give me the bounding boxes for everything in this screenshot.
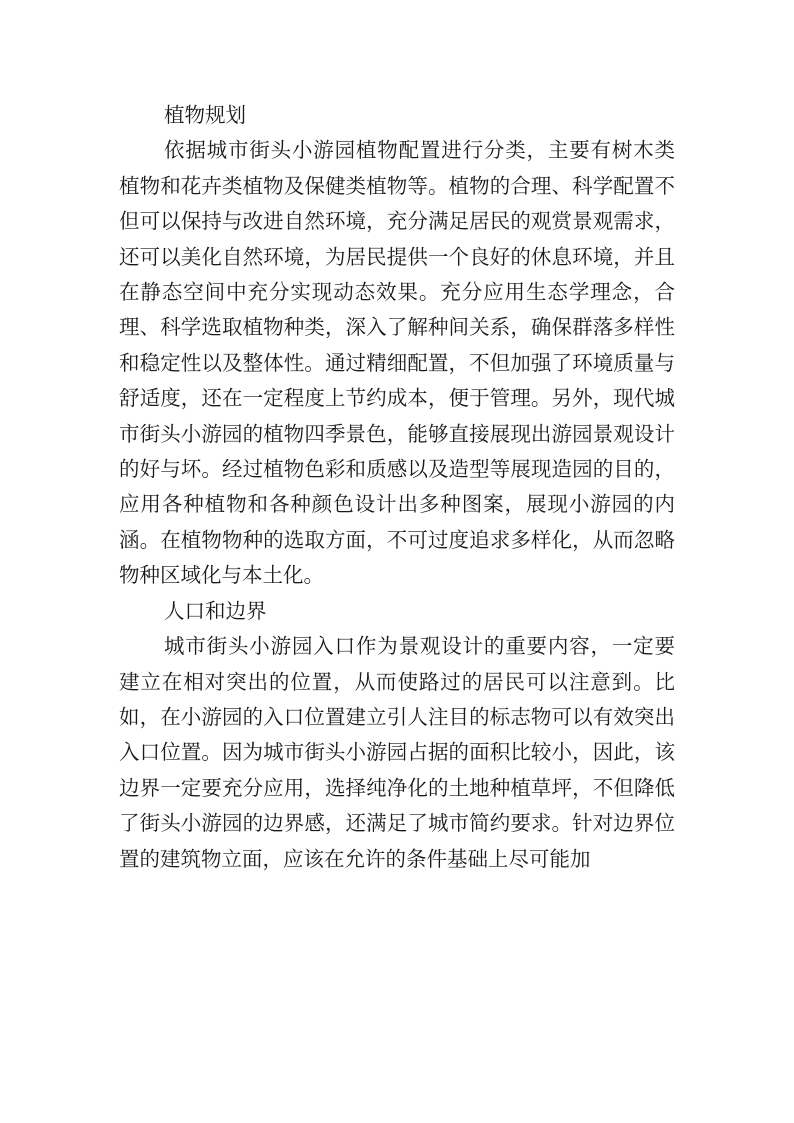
section-body-plant-planning: 依据城市街头小游园植物配置进行分类，主要有树木类植物和花卉类植物及保健类植物等。植物的合理、科学配置不但可以保持与改进自然环境，充分满足居民的观赏景观需求，还可以美化自然环境，为居民提供一个良好的休息环境，并且在静态空间中充分实现动态效果。充分应用生态学理念，合理、科学选取植物种类，深入了解种间关系，确保群落多样性和稳定性以及整体性。通过精细配置，不但加强了环境质量与舒适度，还在一定程度上节约成本，便于管理。另外，现代城市街头小游园的植物四季景色，能够直接展现出游园景观设计的好与坏。经过植物色彩和质感以及造型等展现造园的目的，应用各种植物和各种颜色设计出多种图案，展现小游园的内涵。在植物物种的选取方面，不可过度追求多样化，从而忽略物种区域化与本土化。: [119, 138, 675, 588]
section-body-entrance-boundary: 城市街头小游园入口作为景观设计的重要内容，一定要建立在相对突出的位置，从而使路过的居民可以注意到。比如，在小游园的入口位置建立引人注目的标志物可以有效突出入口位置。因为城市街头小游园占据的面积比较小，因此，该边界一定要充分应用，选择纯净化的土地种植草坪，不但降低了街头小游园的边界感，还满足了城市简约要求。针对边界位置的建筑物立面，应该在允许的条件基础上尽可能加: [119, 634, 675, 871]
document-page: [119, 98, 675, 877]
section-heading-entrance-boundary: 人口和边界: [164, 598, 267, 623]
section-heading-plant-planning: 植物规划: [164, 103, 246, 127]
